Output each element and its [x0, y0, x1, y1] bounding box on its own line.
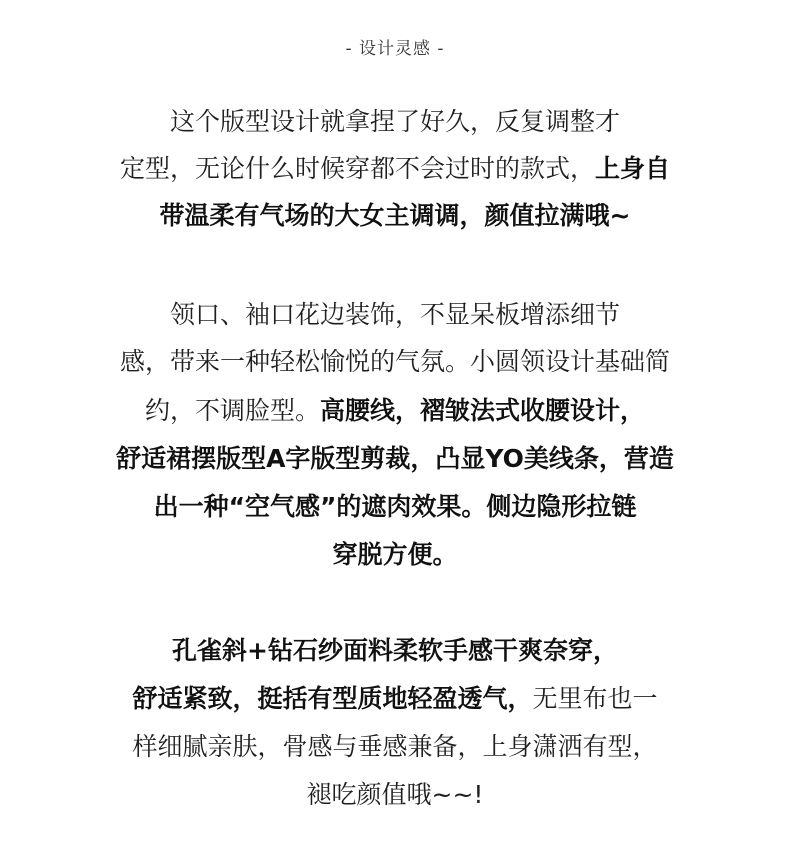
bold-text-run: 上身自: [595, 154, 671, 183]
bold-text-run: 舒适裙摆版型A字版型剪裁，凸显YO美线条，营造: [116, 444, 674, 473]
paragraph-2-line-3: [0, 394, 790, 428]
paragraph-2-line-1: [0, 298, 790, 332]
paragraph-3-line-3: [0, 730, 790, 764]
bold-text-run: 带温柔有气场的大女主调调，颜值拉满哦~: [159, 201, 631, 230]
text-run: 褪吃颜值哦~~!: [306, 780, 484, 809]
bold-text-run: 穿脱方便。: [332, 540, 458, 569]
text-run: 领口、袖口花边装饰，不显呆板增添细节: [169, 300, 620, 329]
paragraph-1-line-1: [0, 105, 790, 139]
paragraph-2-line-2: [0, 345, 790, 379]
text-run: 约，不调脸型。: [144, 396, 320, 425]
paragraph-2-line-4: [0, 442, 790, 476]
paragraph-3-line-1: [0, 634, 790, 668]
text-run: 样细腻亲肤，骨感与垂感兼备，上身潇洒有型，: [132, 732, 658, 761]
paragraph-2-line-5: [0, 490, 790, 524]
bold-text-run: 出一种“空气感”的遮肉效果。侧边隐形拉链: [153, 492, 637, 521]
paragraph-2-line-6: [0, 538, 790, 572]
bold-text-run: 舒适紧致，挺括有型质地轻盈透气，: [132, 684, 533, 713]
text-run: 无里布也一: [532, 684, 658, 713]
text-run: 定型，无论什么时候穿都不会过时的款式，: [119, 154, 595, 183]
paragraph-1-line-2: [0, 152, 790, 186]
paragraph-1-line-3: [0, 199, 790, 233]
section-heading: - 设计灵感 -: [345, 39, 445, 59]
paragraph-3-line-4: [0, 778, 790, 812]
paragraph-3-line-2: [0, 682, 790, 716]
bold-text-run: 孔雀斜+钻石纱面料柔软手感干爽奈穿，: [172, 636, 618, 665]
bold-text-run: 高腰线，褶皱法式收腰设计，: [320, 396, 646, 425]
text-run: 这个版型设计就拿捏了好久，反复调整才: [169, 107, 620, 136]
text-run: 感，带来一种轻松愉悦的气氛。小圆领设计基础简: [119, 347, 670, 376]
